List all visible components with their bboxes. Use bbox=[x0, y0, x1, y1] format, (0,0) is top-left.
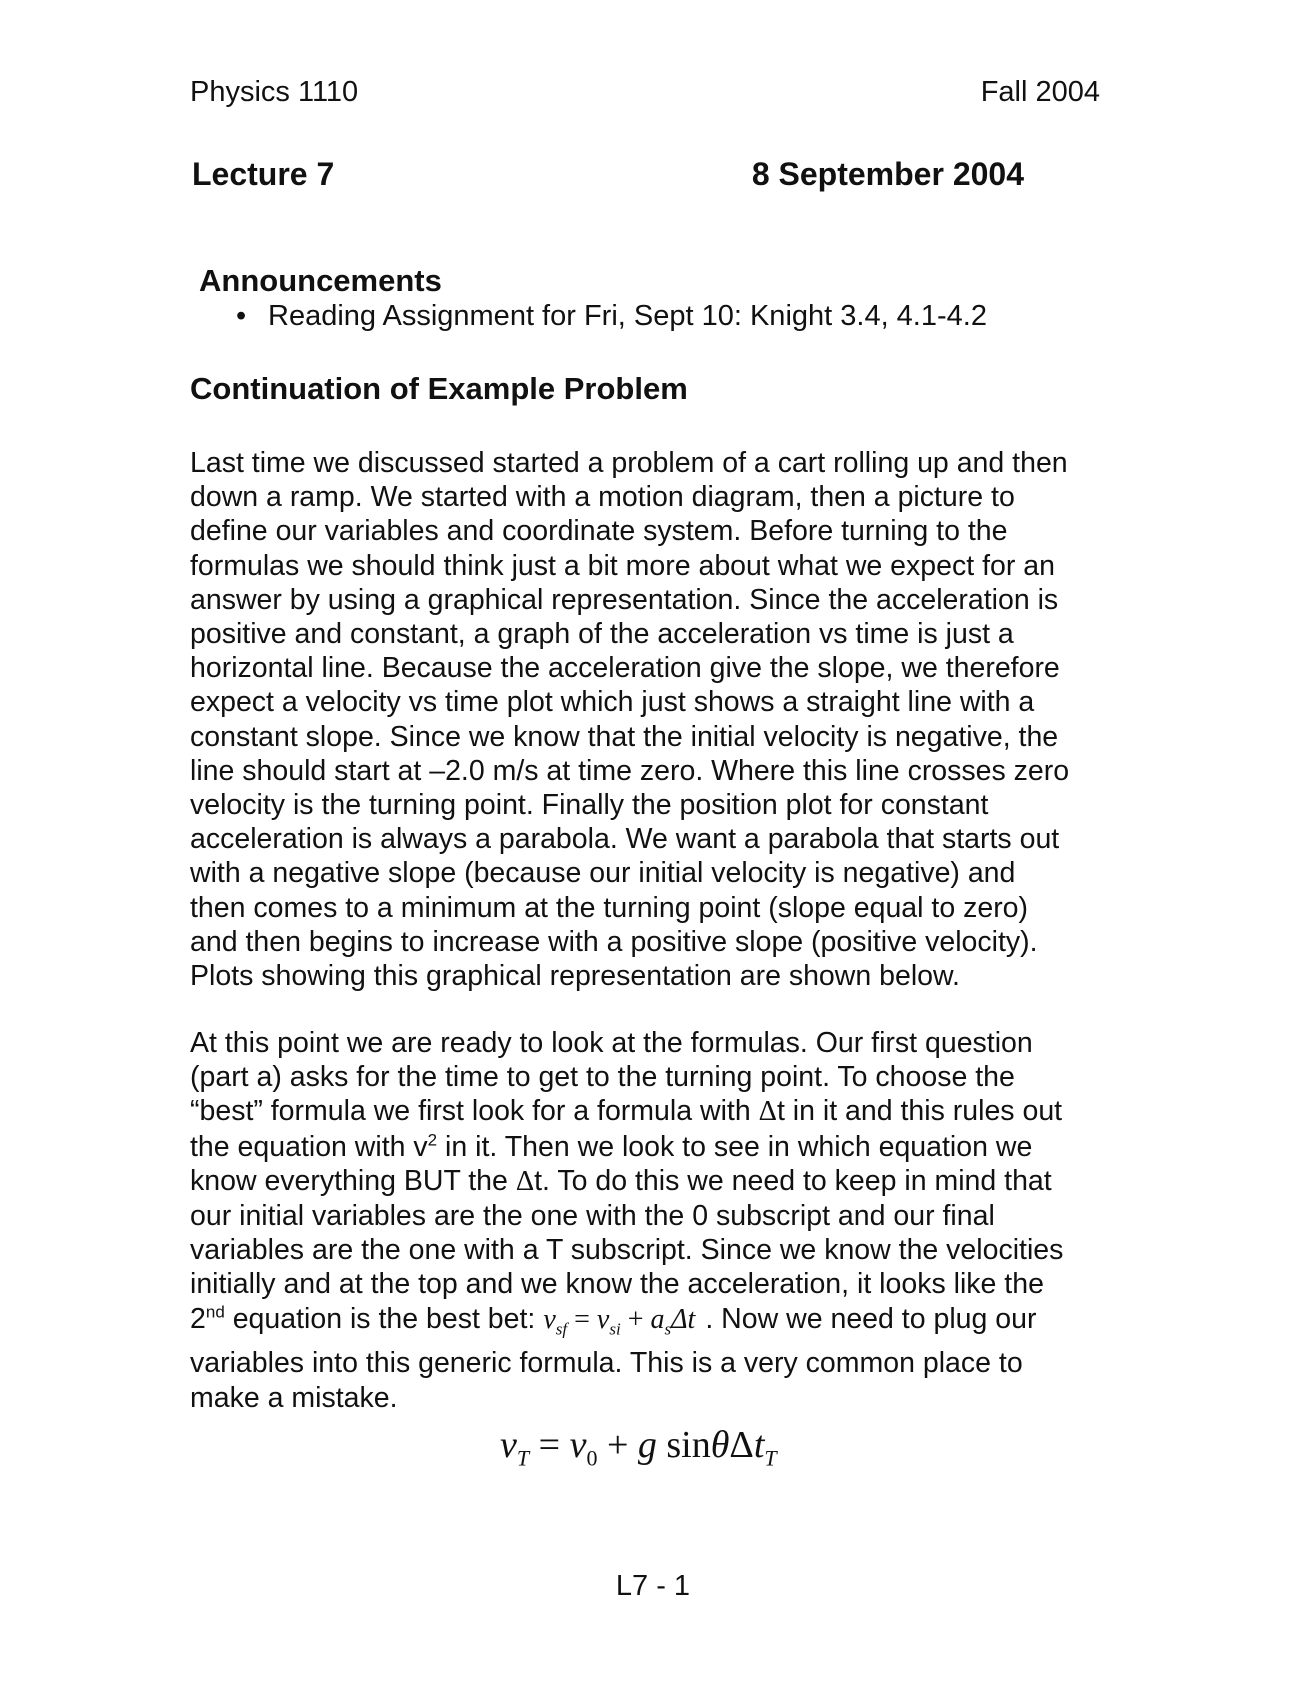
announcements-list bbox=[232, 298, 987, 334]
equation-symbol: t bbox=[753, 1424, 765, 1466]
paragraph-line: Last time we discussed started a problem of a cart rolling up and then bbox=[190, 447, 1068, 479]
paragraph-line bbox=[190, 1164, 1110, 1199]
paragraph-line: then comes to a minimum at the turning point (slope equal to zero) bbox=[190, 891, 1029, 924]
superscript: nd bbox=[205, 1302, 225, 1322]
paragraph-line bbox=[190, 1094, 1110, 1129]
paragraph-line: answer by using a graphical representation. Since the acceleration is bbox=[190, 583, 1059, 616]
paragraph-line: expect a velocity vs time plot which just shows a straight line with a bbox=[190, 686, 1035, 719]
page-number: L7 - 1 bbox=[615, 1570, 691, 1602]
superscript: 2 bbox=[427, 1130, 438, 1150]
text-fragment: 2 bbox=[190, 1302, 206, 1335]
equation-operator: + bbox=[597, 1424, 638, 1466]
paragraph-line: variables into this generic formula. This is a very common place to bbox=[190, 1347, 1023, 1380]
delta-symbol: Δ bbox=[515, 1165, 535, 1197]
equation-symbol: v bbox=[500, 1424, 517, 1466]
equation-subscript: s bbox=[664, 1319, 672, 1339]
equation-symbol: v bbox=[543, 1303, 556, 1335]
paragraph-line: with a negative slope (because our initial velocity is negative) and bbox=[190, 857, 1016, 890]
page-header bbox=[190, 74, 1100, 110]
text-fragment: t bbox=[776, 1095, 785, 1128]
announcements-heading: Announcements bbox=[199, 263, 442, 298]
text-fragment: know everything BUT the bbox=[190, 1164, 516, 1197]
equation-symbol: v bbox=[596, 1303, 610, 1335]
paragraph-line: and then begins to increase with a positive slope (positive velocity). bbox=[190, 925, 1038, 958]
equation-symbol: Δ bbox=[729, 1424, 754, 1466]
course-name: Physics 1110 bbox=[190, 76, 359, 108]
equation-symbol: Δt bbox=[671, 1303, 696, 1335]
equation-subscript: T bbox=[764, 1445, 777, 1471]
equation-symbol: g bbox=[637, 1424, 657, 1466]
list-item bbox=[232, 298, 987, 334]
equation-symbol: v bbox=[569, 1424, 587, 1466]
text-fragment: in it. Then we look to see in which equation we bbox=[437, 1130, 1033, 1163]
paragraph-line: formulas we should think just a bit more about what we expect for an bbox=[190, 549, 1055, 582]
paragraph-line: down a ramp. We started with a motion diagram, then a picture to bbox=[190, 481, 1015, 514]
equation-function: sin bbox=[656, 1424, 711, 1466]
equation-subscript: si bbox=[609, 1319, 621, 1339]
lecture-date: 8 September 2004 bbox=[751, 156, 1024, 192]
inline-equation bbox=[543, 1303, 696, 1339]
paragraph-line: acceleration is always a parabola. We want a parabola that starts out bbox=[190, 823, 1060, 856]
paragraph-line: constant slope. Since we know that the initial velocity is negative, the bbox=[190, 720, 1059, 753]
paragraph-line: horizontal line. Because the acceleration give the slope, we therefore bbox=[190, 652, 1060, 685]
paragraph-line: define our variables and coordinate system. Before turning to the bbox=[190, 515, 1008, 548]
text-fragment: “best” formula we first look for a formula with bbox=[190, 1095, 759, 1128]
bullet-icon: • bbox=[236, 300, 247, 332]
text-fragment: the equation with v bbox=[190, 1130, 428, 1163]
paragraph-line: line should start at –2.0 m/s at time zero. Where this line crosses zero bbox=[190, 754, 1070, 787]
equation-operator: = bbox=[567, 1303, 597, 1335]
equation-subscript: 0 bbox=[586, 1445, 598, 1471]
announcement-text: Reading Assignment for Fri, Sept 10: Knight 3.4, 4.1-4.2 bbox=[268, 300, 987, 332]
text-fragment: . Now we need to plug our bbox=[705, 1302, 1037, 1335]
paragraph-formulas bbox=[190, 1026, 1110, 1415]
equation-symbol: a bbox=[650, 1303, 665, 1335]
paragraph-line: make a mistake. bbox=[190, 1381, 398, 1414]
section-heading: Continuation of Example Problem bbox=[190, 371, 688, 406]
paragraph-line: (part a) asks for the time to get to the turning point. To choose the bbox=[190, 1061, 1015, 1094]
text-fragment: t. To do this we need to keep in mind that bbox=[534, 1164, 1052, 1197]
paragraph-line: positive and constant, a graph of the acceleration vs time is just a bbox=[190, 618, 1014, 651]
equation-subscript: T bbox=[516, 1445, 530, 1471]
equation-symbol: θ bbox=[710, 1424, 730, 1466]
text-fragment: equation is the best bet: bbox=[224, 1302, 536, 1335]
paragraph-line bbox=[190, 1302, 1110, 1347]
paragraph-line: initially and at the top and we know the acceleration, it looks like the bbox=[190, 1268, 1044, 1301]
term-label: Fall 2004 bbox=[980, 76, 1100, 108]
paragraph-line: At this point we are ready to look at the formulas. Our first question bbox=[190, 1027, 1033, 1059]
paragraph-graphical-representation bbox=[190, 446, 1110, 993]
equation-operator: + bbox=[620, 1303, 651, 1335]
paragraph-line: variables are the one with a T subscript. Since we know the velocities bbox=[190, 1234, 1064, 1267]
display-equation bbox=[500, 1422, 777, 1482]
equation-subscript: sf bbox=[555, 1319, 568, 1339]
paragraph-line: our initial variables are the one with the 0 subscript and our final bbox=[190, 1200, 995, 1233]
paragraph-line: velocity is the turning point. Finally the position plot for constant bbox=[190, 789, 989, 822]
paragraph-line: Plots showing this graphical representation are shown below. bbox=[190, 960, 960, 993]
lecture-header bbox=[192, 154, 1024, 194]
delta-symbol: Δ bbox=[758, 1096, 777, 1128]
lecture-title: Lecture 7 bbox=[192, 156, 335, 192]
text-fragment: in it and this rules out bbox=[784, 1095, 1063, 1128]
paragraph-line bbox=[190, 1130, 1110, 1164]
equation-operator: = bbox=[529, 1424, 570, 1466]
